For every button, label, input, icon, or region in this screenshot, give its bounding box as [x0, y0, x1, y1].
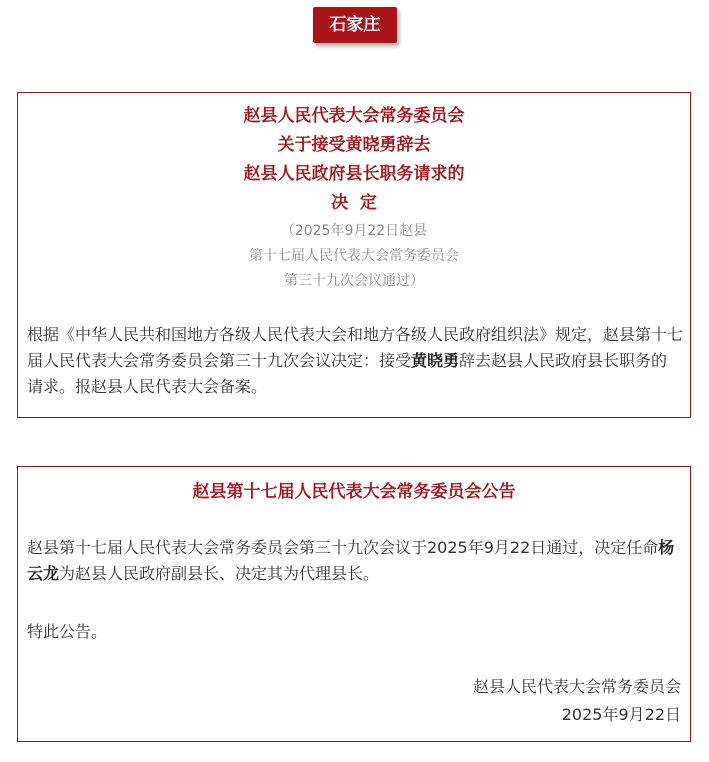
decision-note-line-3: 第三十九次会议通过） [284, 273, 424, 289]
announcement-date: 2025年9月22日 [561, 705, 681, 724]
decision-body-text-1: 根据《中华人民共和国地方各级人民代表大会和地方各级人民政府组织法》规定，赵县第十七届人民代表大会常务委员会第三十九次会议决定：接受 [27, 325, 684, 370]
appointed-official-name: 杨云龙 [27, 538, 675, 583]
announcement-body [27, 535, 683, 587]
location-tag: 石家庄 [313, 7, 397, 43]
decision-note-line-2: 第十七届人民代表大会常务委员会 [249, 248, 459, 264]
decision-title-line-2: 关于接受黄晓勇辞去 [277, 135, 431, 155]
decision-note-line-1: （2025年9月22日赵县 [280, 223, 428, 239]
decision-title-line-4: 决 定 [331, 193, 377, 213]
announcement-body-text-1: 赵县第十七届人民代表大会常务委员会第三十九次会议于2025年9月22日通过，决定任命 [27, 538, 659, 557]
announcement-closing: 特此公告。 [27, 622, 108, 641]
announcement-title: 赵县第十七届人民代表大会常务委员会公告 [192, 482, 516, 502]
decision-title-line-3: 赵县人民政府县长职务请求的 [243, 164, 465, 184]
resigning-official-name: 黄晓勇 [411, 351, 460, 370]
decision-body [27, 322, 683, 400]
announcement-box [17, 466, 691, 742]
decision-body-text-2: 辞去赵县人民政府县长职务的请求。报赵县人民代表大会备案。 [27, 351, 668, 396]
announcement-signature: 赵县人民代表大会常务委员会 [472, 677, 681, 696]
decision-title-line-1: 赵县人民代表大会常务委员会 [243, 106, 465, 126]
decision-box [17, 92, 691, 418]
announcement-body-text-2: 为赵县人民政府副县长、决定其为代理县长。 [59, 564, 380, 583]
